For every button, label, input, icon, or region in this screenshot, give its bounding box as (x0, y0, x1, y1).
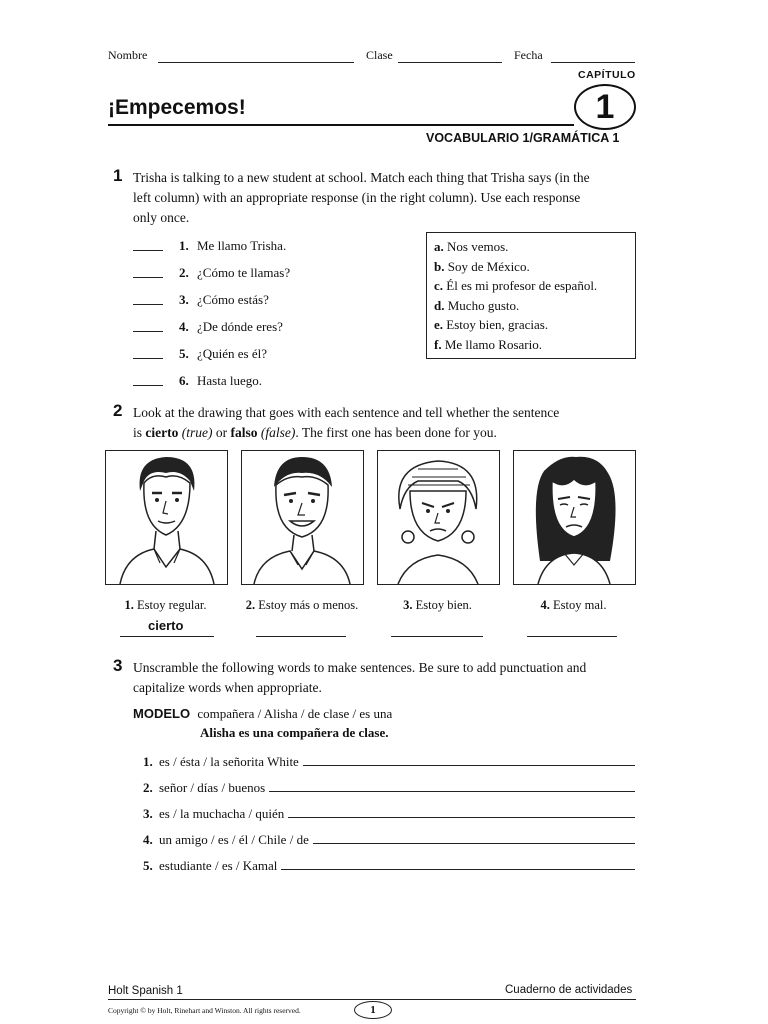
name-field[interactable] (158, 62, 354, 63)
footer-rule (108, 999, 636, 1000)
modelo-prompt: compañera / Alisha / de clase / es una (197, 706, 393, 721)
question-3-instructions: Unscramble the following words to make sentences. Be sure to add punctuation and capitalize words when appropriate. (133, 660, 587, 695)
list-item: a. Nos vemos. (434, 239, 509, 254)
question-1-number: 1 (113, 166, 123, 185)
answer-blank[interactable] (133, 250, 163, 251)
list-item: 5. estudiante / es / Kamal (143, 854, 635, 874)
answer-4-line[interactable] (527, 636, 617, 637)
list-item: d. Mucho gusto. (434, 297, 520, 313)
page-number: 1 (370, 1004, 376, 1016)
section-heading: VOCABULARIO 1/GRAMÁTICA 1 (426, 131, 620, 145)
drawing-girl-2 (513, 450, 636, 585)
girl-frowning-icon (378, 451, 499, 584)
chapter-number-badge (574, 84, 636, 130)
chapter-label: CAPÍTULO (578, 69, 636, 81)
list-item: 3. ¿Cómo estás? (133, 288, 393, 308)
answer-blank[interactable] (133, 358, 163, 359)
copyright-text: Copyright © by Holt, Rinehart and Winston. All rights reserved. (108, 1006, 301, 1015)
list-item: 5. ¿Quién es él? (133, 342, 393, 362)
question-2-instructions: Look at the drawing that goes with each sentence and tell whether the sentence is cierto (true) or falso (false). The first one has been done for you. (133, 405, 560, 440)
answer-blank[interactable] (133, 331, 163, 332)
answer-1-text: cierto (148, 618, 184, 633)
answer-1-line[interactable] (120, 636, 214, 637)
q3-item-list (143, 750, 635, 874)
list-item: 3. es / la muchacha / quién (143, 802, 635, 822)
class-label: Clase (366, 48, 393, 62)
list-item: 2. ¿Cómo te llamas? (133, 261, 393, 281)
page-title: ¡Empecemos! (108, 96, 246, 119)
answer-line[interactable] (303, 765, 635, 766)
list-item: 4. ¿De dónde eres? (133, 315, 393, 335)
question-3-number: 3 (113, 656, 123, 675)
girl-sad-icon (514, 451, 635, 584)
list-item: 6. Hasta luego. (133, 369, 393, 389)
caption-2: 2. Estoy más o menos. (245, 598, 359, 612)
title-rule (108, 124, 574, 126)
boy-smiling-icon (106, 451, 227, 584)
list-item: b. Soy de México. (434, 258, 530, 274)
answer-line[interactable] (281, 869, 635, 870)
answer-blank[interactable] (133, 385, 163, 386)
date-label: Fecha (514, 48, 543, 62)
page-number-badge (354, 1001, 392, 1019)
name-label: Nombre (108, 48, 148, 62)
list-item: 1. Me llamo Trisha. (133, 234, 393, 254)
q1-prompt-list (133, 234, 393, 389)
list-item: 2. señor / días / buenos (143, 776, 635, 796)
modelo-answer: Alisha es una compañera de clase. (200, 725, 389, 740)
modelo-prompt-row (133, 706, 392, 722)
date-field[interactable] (551, 62, 635, 63)
question-2-number: 2 (113, 401, 123, 420)
answer-blank[interactable] (133, 304, 163, 305)
class-field[interactable] (398, 62, 502, 63)
answer-line[interactable] (313, 843, 635, 844)
question-1-instructions: Trisha is talking to a new student at school. Match each thing that Trisha says (in the left column) with an appropriate response (in the right column). Use each response only once. (133, 170, 590, 225)
answer-3-line[interactable] (391, 636, 483, 637)
list-item: c. Él es mi profesor de español. (434, 278, 598, 293)
answer-line[interactable] (269, 791, 635, 792)
drawing-boy-2 (241, 450, 364, 585)
caption-3: 3. Estoy bien. (403, 598, 472, 612)
drawing-boy-1 (105, 450, 228, 585)
footer-workbook-title: Cuaderno de actividades (505, 984, 633, 996)
answer-2-line[interactable] (256, 636, 346, 637)
list-item: 4. un amigo / es / él / Chile / de (143, 828, 635, 848)
caption-1: 1. Estoy regular. (124, 598, 207, 612)
drawing-girl-1 (377, 450, 500, 585)
answer-blank[interactable] (133, 277, 163, 278)
list-item: 1. es / ésta / la señorita White (143, 750, 635, 770)
list-item: f. Me llamo Rosario. (434, 336, 542, 352)
boy-grinning-icon (242, 451, 363, 584)
caption-4: 4. Estoy mal. (540, 598, 607, 612)
footer-book-title: Holt Spanish 1 (108, 985, 183, 997)
answer-line[interactable] (288, 817, 635, 818)
chapter-number: 1 (595, 87, 615, 126)
modelo-label: MODELO (133, 706, 191, 721)
q1-response-box (426, 232, 636, 359)
list-item: e. Estoy bien, gracias. (434, 317, 549, 332)
